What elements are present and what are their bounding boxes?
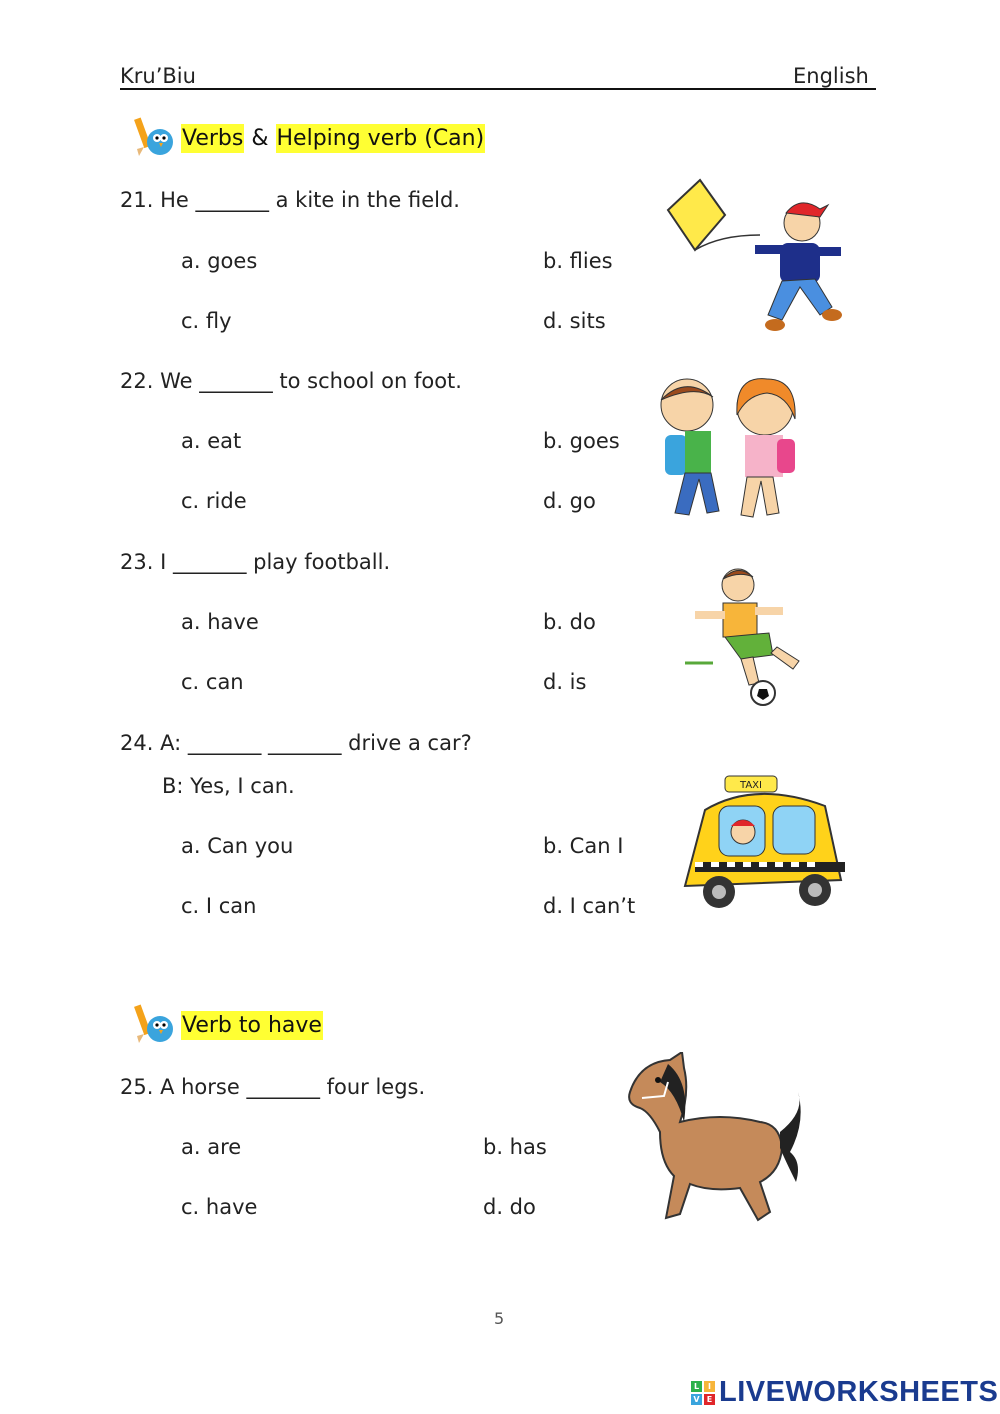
page-number: 5 xyxy=(494,1309,505,1328)
brand-logo xyxy=(691,1376,998,1409)
pencil-bird-icon xyxy=(133,116,177,164)
question-25-option-b[interactable]: b. has xyxy=(483,1135,547,1159)
brand-box-e: E xyxy=(704,1394,715,1405)
question-23-stem: 23. I _______ play football. xyxy=(120,550,391,574)
pencil-bird-icon-2 xyxy=(133,1003,177,1051)
children-walking-image xyxy=(655,375,805,529)
question-21-option-b[interactable]: b. flies xyxy=(543,249,613,273)
question-22-option-a[interactable]: a. eat xyxy=(181,429,242,453)
horse-image xyxy=(620,1052,810,1231)
question-22-stem: 22. We _______ to school on foot. xyxy=(120,369,462,393)
question-23-option-d[interactable]: d. is xyxy=(543,670,587,694)
kite-boy-image xyxy=(660,175,850,349)
question-24-option-a[interactable]: a. Can you xyxy=(181,834,294,858)
header-left: Kru’Biu xyxy=(120,64,196,88)
brand-box-i: I xyxy=(704,1381,715,1392)
brand-box-v: V xyxy=(691,1394,702,1405)
question-23-option-c[interactable]: c. can xyxy=(181,670,244,694)
question-23-option-a[interactable]: a. have xyxy=(181,610,259,634)
question-23-option-b[interactable]: b. do xyxy=(543,610,596,634)
question-21-option-c[interactable]: c. fly xyxy=(181,309,232,333)
question-22-option-c[interactable]: c. ride xyxy=(181,489,247,513)
header-rule xyxy=(120,88,876,90)
section1-title-helping: Helping verb (Can) xyxy=(276,126,485,151)
question-24-option-d[interactable]: d. I can’t xyxy=(543,894,636,918)
question-24-option-c[interactable]: c. I can xyxy=(181,894,257,918)
brand-box-l: L xyxy=(691,1381,702,1392)
question-21-stem: 21. He _______ a kite in the field. xyxy=(120,188,460,212)
question-21-option-d[interactable]: d. sits xyxy=(543,309,606,333)
taxi-image xyxy=(675,770,860,924)
question-21-option-a[interactable]: a. goes xyxy=(181,249,258,273)
football-boy-image xyxy=(683,563,813,717)
section2-title-text: Verb to have xyxy=(182,1013,322,1038)
question-24-stem-b: B: Yes, I can. xyxy=(162,774,295,798)
section1-title-verbs: Verbs xyxy=(182,126,244,151)
brand-name: LIVEWORKSHEETS xyxy=(719,1376,999,1408)
question-24-stem: 24. A: _______ _______ drive a car? xyxy=(120,731,472,755)
section2-title xyxy=(181,1013,323,1038)
section1-title xyxy=(181,126,485,151)
question-24-option-b[interactable]: b. Can I xyxy=(543,834,624,858)
question-25-option-a[interactable]: a. are xyxy=(181,1135,242,1159)
question-25-option-c[interactable]: c. have xyxy=(181,1195,258,1219)
brand-logo-icon xyxy=(691,1381,715,1405)
section1-title-amp: & xyxy=(251,126,269,151)
header-right: English xyxy=(793,64,869,88)
question-22-option-d[interactable]: d. go xyxy=(543,489,596,513)
taxi-sign-text: TAXI xyxy=(740,780,762,791)
question-25-option-d[interactable]: d. do xyxy=(483,1195,536,1219)
question-22-option-b[interactable]: b. goes xyxy=(543,429,620,453)
question-25-stem: 25. A horse _______ four legs. xyxy=(120,1075,426,1099)
